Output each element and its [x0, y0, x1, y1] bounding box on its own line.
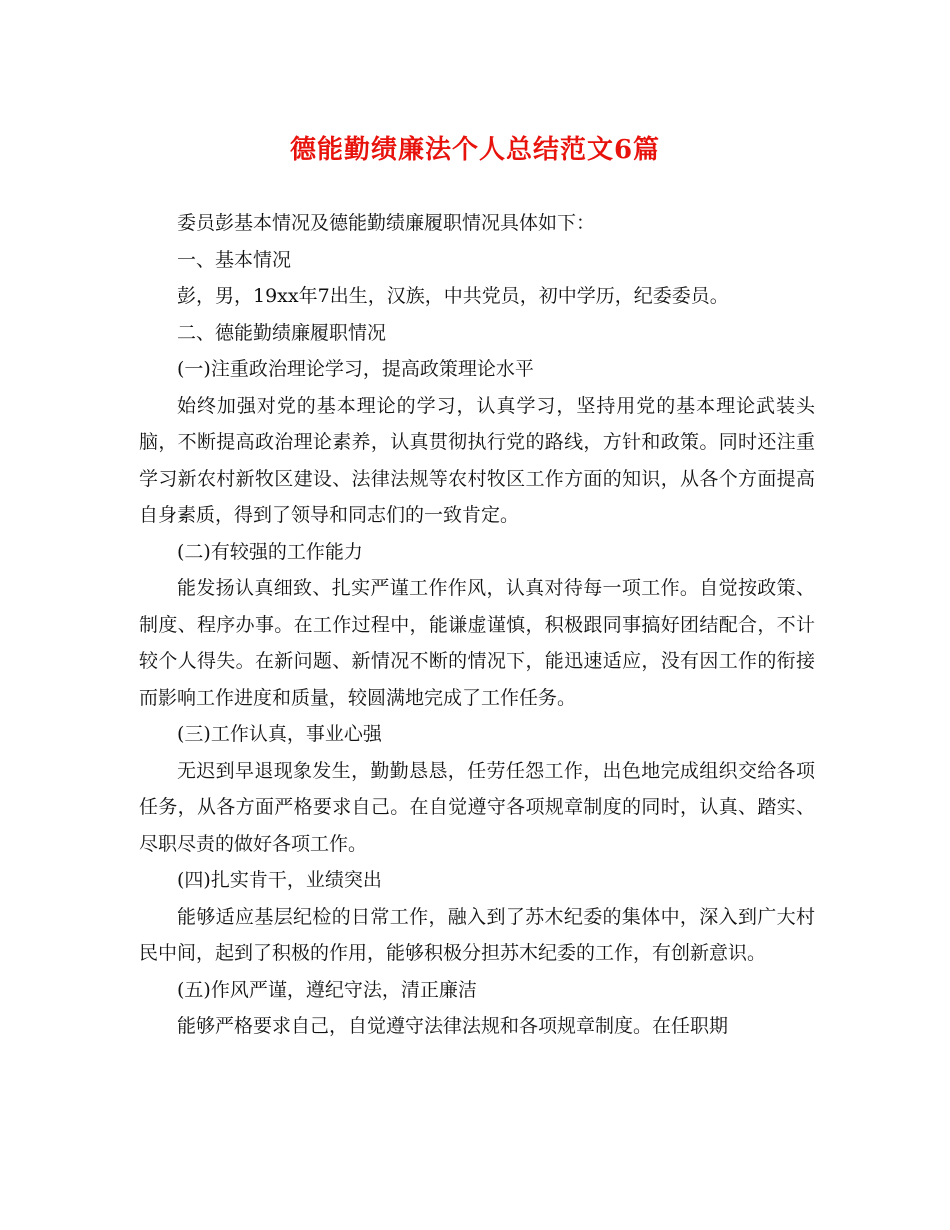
paragraph-3: 无迟到早退现象发生，勤勤恳恳，任劳任怨工作，出色地完成组织交给各项任务，从各方面严格要求自己。在自觉遵守各项规章制度的同时，认真、踏实、尽职尽责的做好各项工作。 — [139, 759, 815, 855]
document-body — [139, 205, 815, 1045]
paragraph-4: 能够适应基层纪检的日常工作，融入到了苏木纪委的集体中，深入到广大村民中间，起到了积极的作用，能够积极分担苏木纪委的工作，有创新意识。 — [139, 905, 815, 964]
subheading-1: (一)注重政治理论学习，提高政策理论水平 — [177, 358, 534, 380]
subheading-5: (五)作风严谨，遵纪守法，清正廉洁 — [177, 978, 477, 1001]
heading-basic-info: 一、基本情况 — [177, 248, 292, 271]
paragraph-5: 能够严格要求自己，自觉遵守法律法规和各项规章制度。在任职期 — [177, 1015, 729, 1037]
paragraph-intro: 委员彭基本情况及德能勤绩廉履职情况具体如下： — [177, 212, 596, 234]
subheading-3: (三)工作认真，事业心强 — [177, 723, 382, 745]
heading-performance: 二、德能勤绩廉履职情况 — [177, 321, 387, 344]
paragraph-1: 始终加强对党的基本理论的学习，认真学习，坚持用党的基本理论武装头脑，不断提高政治理论素养，认真贯彻执行党的路线，方针和政策。同时还注重学习新农村新牧区建设、法律法规等农村牧区工作方面的知识，从各个方面提高自身素质，得到了领导和同志们的一致肯定。 — [139, 394, 815, 526]
subheading-4: (四)扎实肯干，业绩突出 — [177, 869, 382, 891]
subheading-2: (二)有较强的工作能力 — [177, 540, 363, 563]
document-title: 德能勤绩廉法个人总结范文6篇 — [289, 135, 661, 165]
paragraph-2: 能发扬认真细致、扎实严谨工作作风，认真对待每一项工作。自觉按政策、制度、程序办事。在工作过程中，能谦虚谨慎，积极跟同事搞好团结配合，不计较个人得失。在新问题、新情况不断的情况下，能迅速适应，没有因工作的衔接而影响工作进度和质量，较圆满地完成了工作任务。 — [139, 577, 815, 709]
paragraph-basic-info: 彭，男，19xx年7出生，汉族，中共党员，初中学历，纪委委员。 — [177, 285, 729, 307]
